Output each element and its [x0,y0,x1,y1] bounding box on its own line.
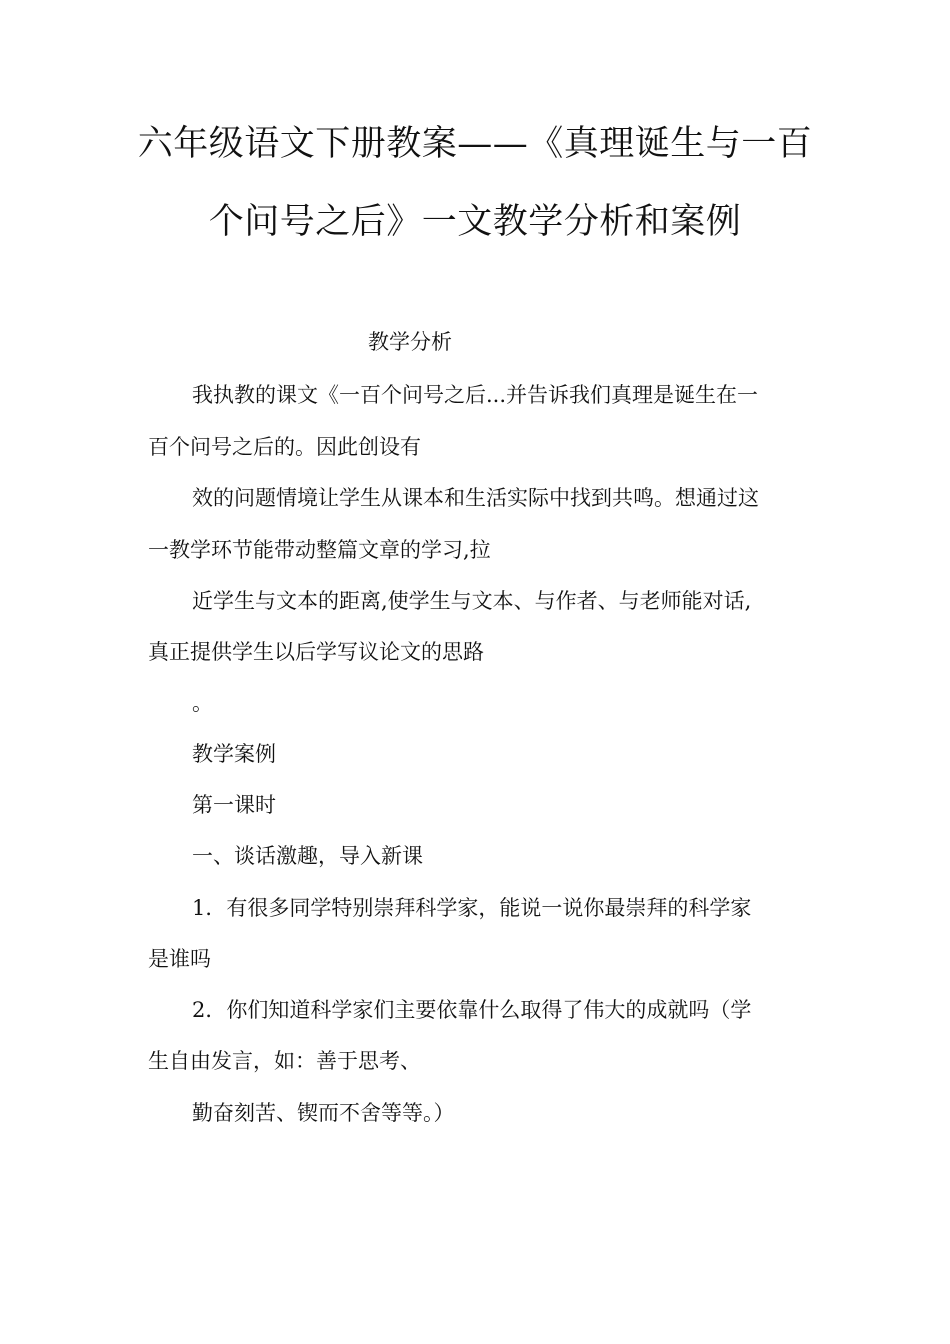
list-item-line: 1．有很多同学特别崇拜科学家，能说一说你最崇拜的科学家 [192,896,752,920]
paragraph-line: 效的问题情境让学生从课本和生活实际中找到共鸣。想通过这 [192,486,759,510]
paragraph-line: 我执教的课文《一百个问号之后...并告诉我们真理是诞生在一 [192,383,759,407]
document-title-line-2: 个问号之后》一文教学分析和案例 [208,202,742,242]
paragraph-line: 百个问号之后的。因此创设有 [148,435,421,459]
list-item-line: 2．你们知道科学家们主要依靠什么取得了伟大的成就吗（学 [192,998,752,1022]
list-item-line: 勤奋刻苦、锲而不舍等等。） [192,1101,455,1125]
document-title-line-1: 六年级语文下册教案——《真理诞生与一百 [137,124,813,164]
section-heading-analysis: 教学分析 [368,330,452,354]
paragraph-line: 。 [192,691,213,715]
list-item-line: 是谁吗 [148,947,211,971]
step-heading: 一、谈话激趣，导入新课 [192,844,423,868]
paragraph-line: 一教学环节能带动整篇文章的学习,拉 [148,538,491,562]
paragraph-line: 真正提供学生以后学写议论文的思路 [148,640,484,664]
section-heading-cases: 教学案例 [192,742,276,766]
list-item-line: 生自由发言，如：善于思考、 [148,1049,421,1073]
lesson-heading: 第一课时 [192,793,276,817]
paragraph-line: 近学生与文本的距离,使学生与文本、与作者、与老师能对话, [192,589,752,613]
